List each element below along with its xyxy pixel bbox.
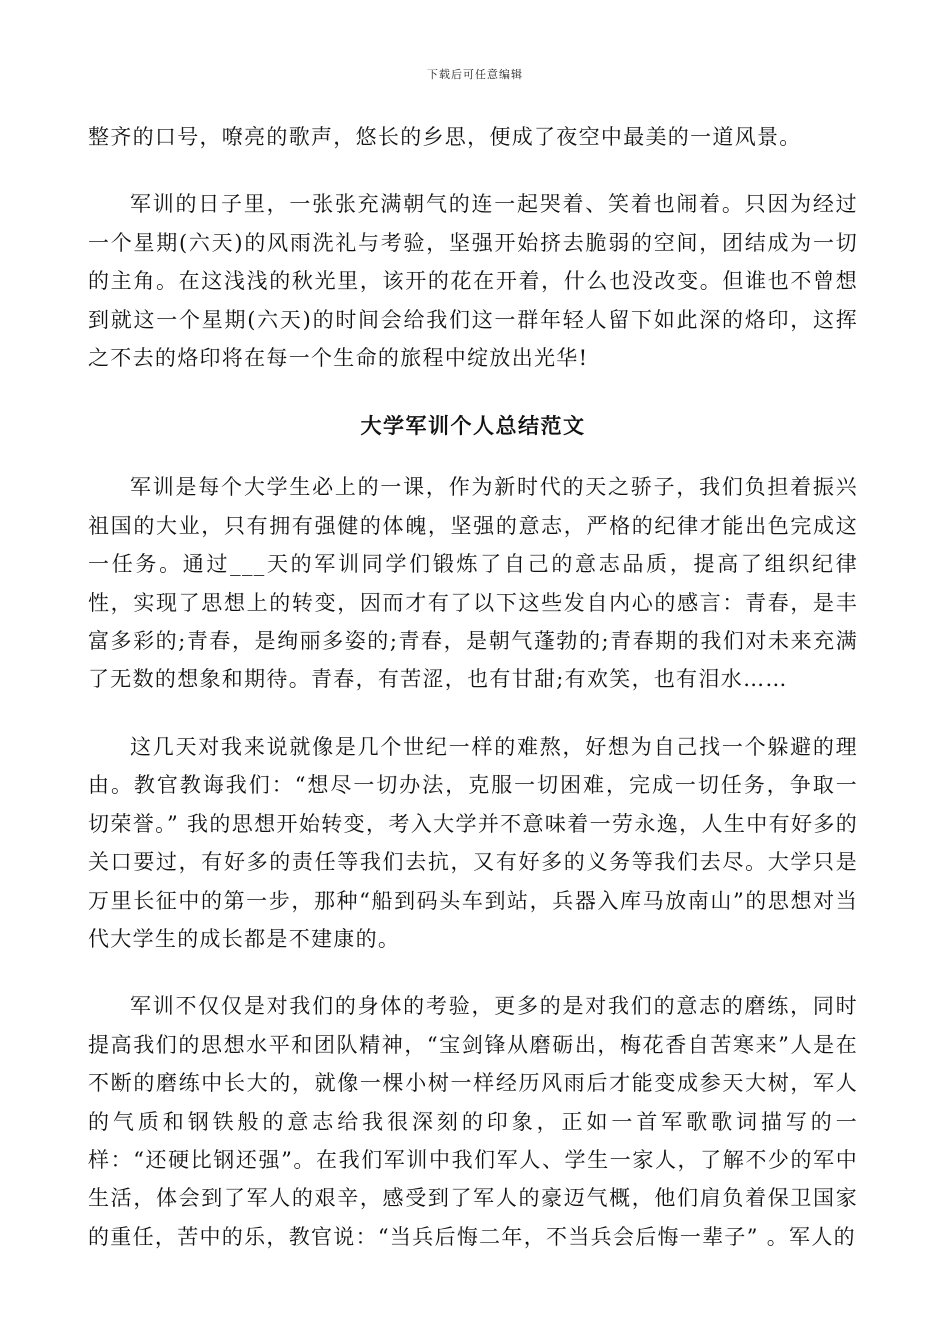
section-title: 大学军训个人总结范文 [360,413,586,439]
paragraph-military-days: 军训的日子里，一张张充满朝气的连一起哭着、笑着也闹着。只因为经过一个星期(六天)的风雨洗礼与考验，坚强开始挤去脆弱的空间，团结成为一切的主角。在这浅浅的秋光里，该开的花在开着，什么也没改变。但谁也不曾想到就这一个星期(六天)的时间会给我们这一群年轻人留下如此深的烙印，这挥之不去的烙印将在每一个生命的旅程中绽放出光华! [88,192,858,371]
paragraph-will-training: 军训不仅仅是对我们的身体的考验，更多的是对我们的意志的磨练，同时提高我们的思想水平和团队精神，“宝剑锋从磨砺出，梅花香自苦寒来”人是在不断的磨练中长大的，就像一棵小树一样经历风雨后才能变成参天大树，军人的气质和钢铁般的意志给我很深刻的印象，正如一首军歌歌词描写的一样：“还硬比钢还强”。在我们军训中我们军人、学生一家人，了解不少的军中生活，体会到了军人的艰辛，感受到了军人的豪迈气概，他们肩负着保卫国家的重任，苦中的乐，教官说：“当兵后悔二年，不当兵会后悔一辈子” 。军人的 [88,994,858,1249]
document-body [88,118,858,1285]
page-header: 下载后可任意编辑 [427,68,523,81]
paragraph-continuation: 整齐的口号，嘹亮的歌声，悠长的乡思，便成了夜空中最美的一道风景。 [88,125,802,149]
paragraph-training-intro: 军训是每个大学生必上的一课，作为新时代的天之骄子，我们负担着振兴祖国的大业，只有拥有强健的体魄，坚强的意志，严格的纪律才能出色完成这一任务。通过___天的军训同学们锻炼了自己的意志品质，提高了组织纪律性，实现了思想上的转变，因而才有了以下这些发自内心的感言：青春，是丰富多彩的;青春，是绚丽多姿的;青春，是朝气蓬勃的;青春期的我们对未来充满了无数的想象和期待。青春，有苦涩，也有甘甜;有欢笑，也有泪水…… [88,475,858,692]
paragraph-hard-days: 这几天对我来说就像是几个世纪一样的难熬，好想为自己找一个躲避的理由。教官教诲我们：“想尽一切办法，克服一切困难，完成一切任务，争取一切荣誉。” 我的思想开始转变，考入大学并不意味着一劳永逸，人生中有好多的关口要过，有好多的责任等我们去抗，又有好多的义务等我们去尽。大学只是万里长征中的第一步，那种“船到码头车到站，兵器入库马放南山”的思想对当代大学生的成长都是不建康的。 [88,734,858,951]
